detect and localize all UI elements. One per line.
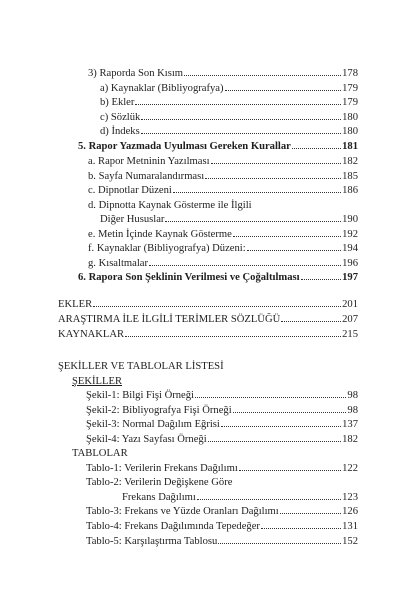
table-entry — [86, 520, 358, 533]
toc-entry — [88, 228, 358, 241]
table-page-number: 126 — [342, 506, 358, 517]
dot-leader — [211, 162, 342, 164]
toc-entry — [58, 298, 358, 311]
toc-page-number: 196 — [342, 258, 358, 269]
dot-leader — [165, 220, 341, 222]
dot-leader — [195, 396, 346, 398]
toc-label: d) İndeks — [100, 126, 140, 137]
toc-label: d. Dipnotta Kaynak Gösterme ile İlgili — [88, 200, 252, 211]
toc-page-number: 207 — [342, 314, 358, 325]
toc-label: c) Sözlük — [100, 112, 141, 123]
toc-label: EKLER — [58, 299, 93, 310]
table-entry — [122, 491, 358, 504]
dot-leader — [141, 132, 341, 134]
toc-page-number: 185 — [342, 171, 358, 182]
toc-entry — [100, 125, 358, 138]
figure-label: Şekil-4: Yazı Sayfası Örneği — [86, 434, 207, 445]
toc-label: e. Metin İçinde Kaynak Gösterme — [88, 229, 232, 240]
table-page-number: 152 — [342, 536, 358, 547]
toc-label: ARAŞTIRMA İLE İLGİLİ TERİMLER SÖZLÜĞÜ — [58, 314, 281, 325]
table-label: Tablo-3: Frekans ve Yüzde Oranları Dağılımı — [86, 506, 279, 517]
dot-leader — [281, 320, 341, 322]
toc-entry — [88, 257, 358, 270]
toc-entry — [78, 271, 358, 284]
dot-leader — [208, 440, 341, 442]
toc-label: 3) Raporda Son Kısım — [88, 68, 184, 79]
table-entry — [86, 535, 358, 548]
dot-leader — [135, 103, 341, 105]
toc-label: a) Kaynaklar (Bibliyografya) — [100, 83, 224, 94]
toc-entry — [88, 242, 358, 255]
toc-page-number: 181 — [342, 141, 358, 152]
figure-label: Şekil-1: Bilgi Fişi Örneği — [86, 390, 195, 401]
dot-leader — [292, 147, 341, 149]
toc-entry — [100, 82, 358, 95]
table-label: Tablo-5: Karşılaştırma Tablosu — [86, 536, 218, 547]
dot-leader — [247, 249, 341, 251]
toc-page-number: 180 — [342, 112, 358, 123]
toc-page-number: 197 — [342, 272, 358, 283]
toc-entry — [100, 111, 358, 124]
dot-leader — [239, 469, 341, 471]
toc-entry — [100, 96, 358, 109]
toc-entry — [88, 155, 358, 168]
toc-label: 6. Rapora Son Şeklinin Verilmesi ve Çoğaltılması — [78, 272, 300, 283]
dot-leader — [141, 118, 341, 120]
table-page-number: 122 — [342, 463, 358, 474]
toc-entry — [88, 67, 358, 80]
toc-page-number: 190 — [342, 214, 358, 225]
toc-label: b) Ekler — [100, 97, 135, 108]
toc-page-number: 178 — [342, 68, 358, 79]
figure-page-number: 137 — [342, 419, 358, 430]
toc-label: a. Rapor Metninin Yazılması — [88, 156, 210, 167]
lists-heading: ŞEKİLLER VE TABLOLAR LİSTESİ — [58, 361, 224, 372]
table-entry — [86, 462, 358, 475]
toc-page-number: 179 — [342, 97, 358, 108]
figure-page-number: 182 — [342, 434, 358, 445]
table-label: Tablo-2: Verilerin Değişkene Göre — [86, 477, 233, 488]
table-page-number: 123 — [342, 492, 358, 503]
dot-leader — [301, 278, 342, 280]
toc-page-number: 192 — [342, 229, 358, 240]
table-page-number: 131 — [342, 521, 358, 532]
dot-leader — [184, 74, 341, 76]
toc-entry — [100, 213, 358, 226]
dot-leader — [225, 89, 342, 91]
figures-heading: ŞEKİLLER — [72, 376, 123, 387]
figure-page-number: 98 — [347, 390, 358, 401]
dot-leader — [221, 425, 341, 427]
dot-leader — [173, 191, 341, 193]
toc-entry — [88, 184, 358, 197]
toc-label: c. Dipnotlar Düzeni — [88, 185, 172, 196]
dot-leader — [280, 512, 341, 514]
toc-page-number: 215 — [342, 329, 358, 340]
dot-leader — [125, 335, 341, 337]
dot-leader — [93, 305, 341, 307]
figure-entry — [86, 404, 358, 417]
figure-entry — [86, 433, 358, 446]
figure-label: Şekil-2: Bibliyografya Fişi Örneği — [86, 405, 232, 416]
tables-heading: TABLOLAR — [72, 448, 128, 459]
toc-page-number: 179 — [342, 83, 358, 94]
table-label: Tablo-4: Frekans Dağılımında Tepedeğer — [86, 521, 260, 532]
table-label: Frekans Dağılımı — [122, 492, 196, 503]
figure-label: Şekil-3: Normal Dağılım Eğrisi — [86, 419, 220, 430]
figure-page-number: 98 — [347, 405, 358, 416]
toc-entry — [58, 313, 358, 326]
toc-label: Diğer Hususlar — [100, 214, 165, 225]
toc-label: f. Kaynaklar (Bibliyografya) Düzeni: — [88, 243, 246, 254]
figure-entry — [86, 389, 358, 402]
dot-leader — [261, 527, 341, 529]
dot-leader — [197, 498, 341, 500]
figure-entry — [86, 418, 358, 431]
toc-page-number: 182 — [342, 156, 358, 167]
table-entry — [86, 505, 358, 518]
toc-label: b. Sayfa Numaralandırması — [88, 171, 205, 182]
toc-entry — [88, 170, 358, 183]
toc-page-number: 180 — [342, 126, 358, 137]
dot-leader — [218, 542, 341, 544]
toc-page-number: 201 — [342, 299, 358, 310]
dot-leader — [233, 411, 347, 413]
table-entry — [86, 476, 358, 489]
toc-label: KAYNAKLAR — [58, 329, 125, 340]
toc-label: g. Kısaltmalar — [88, 258, 149, 269]
dot-leader — [149, 264, 341, 266]
toc-entry — [78, 140, 358, 153]
toc-entry — [88, 199, 358, 212]
table-label: Tablo-1: Verilerin Frekans Dağılımı — [86, 463, 238, 474]
dot-leader — [233, 235, 341, 237]
toc-label: 5. Rapor Yazmada Uyulması Gereken Kurallar — [78, 141, 291, 152]
dot-leader — [205, 177, 341, 179]
toc-entry — [58, 328, 358, 341]
toc-page-number: 186 — [342, 185, 358, 196]
toc-page-number: 194 — [342, 243, 358, 254]
